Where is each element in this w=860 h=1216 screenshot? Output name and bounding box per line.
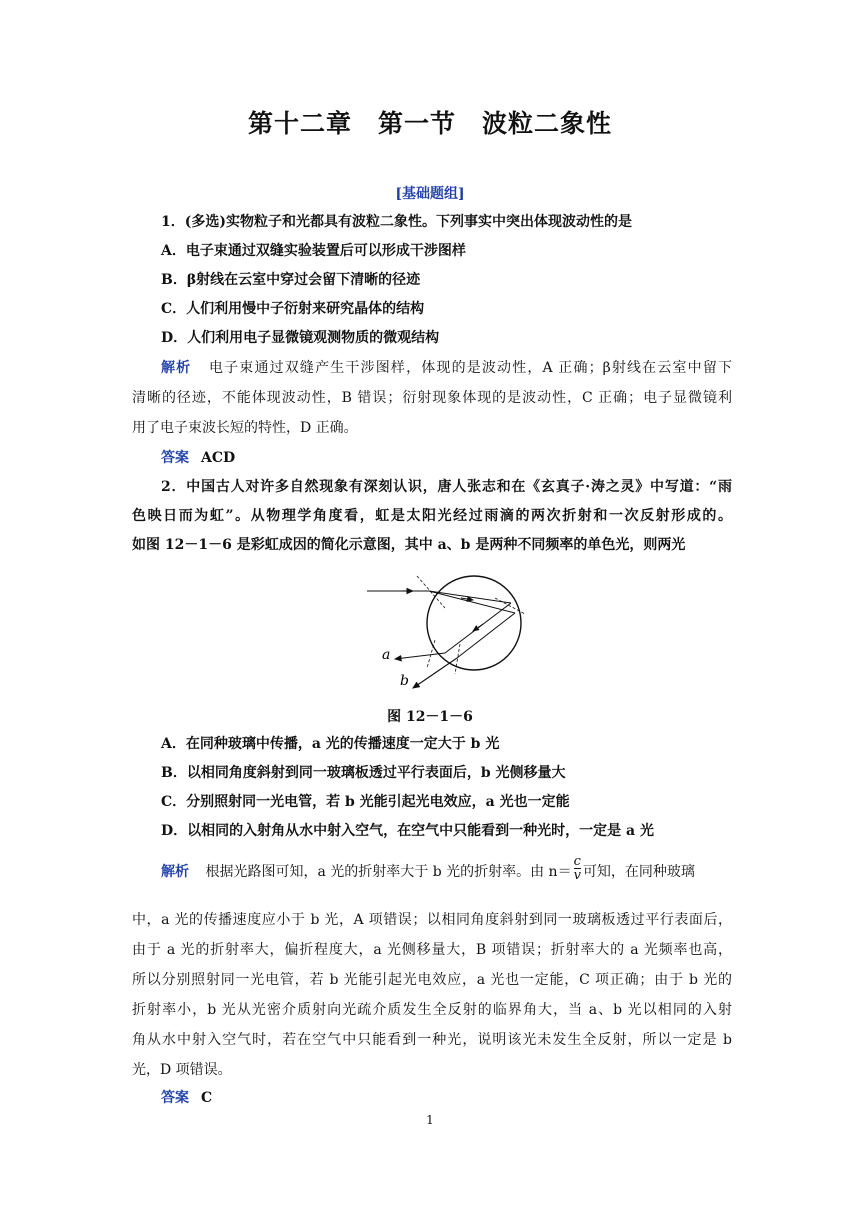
q1-analysis-label: 解析 [161, 360, 192, 376]
q2-answer-label: 答案 [161, 1090, 189, 1106]
figure-caption: 图 12－1－6 [387, 709, 473, 725]
q1-answer-value: ACD [201, 450, 236, 466]
q2-analysis-text-1b: 可知，在同种玻璃 [582, 864, 695, 880]
rainbow-diagram [365, 570, 535, 698]
q1-analysis-line-3: 用了电子束波长短的特性，D 正确。 [132, 420, 358, 436]
page-title: 第十二章 第一节 波粒二象性 [247, 109, 612, 138]
raindrop-circle [427, 576, 521, 670]
q1-option-b: B．β射线在云室中穿过会留下清晰的径迹 [161, 272, 421, 288]
q2-option-b: B．以相同角度斜射到同一玻璃板透过平行表面后，b 光侧移量大 [161, 765, 566, 781]
q2-analysis-line-1 [161, 853, 732, 883]
q2-stem-line-3: 如图 12－1－6 是彩虹成因的简化示意图，其中 a、b 是两种不同频率的单色光，则两光 [132, 537, 686, 553]
q2-analysis-text-1a: 根据光路图可知，a 光的折射率大于 b 光的折射率。由 n＝ [205, 864, 572, 880]
fraction-numerator: c [573, 853, 581, 869]
q2-analysis-line-7: 光，D 项错误。 [132, 1062, 232, 1078]
q2-analysis-line-2: 中，a 光的传播速度应小于 b 光，A 项错误；以相同角度斜射到同一玻璃板透过平行表面后， [132, 912, 732, 928]
fraction-denominator: v [573, 867, 581, 883]
label-a: a [382, 647, 391, 663]
label-b: b [400, 673, 409, 689]
ray-b [413, 658, 457, 688]
q2-analysis-line-6: 角从水中射入空气时，若在空气中只能看到一种光，说明该光未发生全反射，所以一定是 b [132, 1032, 732, 1048]
q1-answer-label: 答案 [161, 450, 189, 466]
q2-option-c: C．分别照射同一光电管，若 b 光能引起光电效应，a 光也一定能 [161, 794, 570, 810]
q1-stem: 1．(多选)实物粒子和光都具有波粒二象性。下列事实中突出体现波动性的是 [161, 214, 632, 230]
q2-answer [161, 1088, 732, 1108]
formula-fraction [574, 855, 581, 882]
q2-answer-value: C [201, 1090, 213, 1106]
q1-analysis-line-1 [161, 358, 732, 378]
reflected-arrow [473, 624, 483, 631]
page-number: 1 [426, 1113, 434, 1127]
q2-analysis-line-3: 由于 a 光的折射率大，偏折程度大，a 光侧移量大，B 项错误；折射率大的 a 光频率也高， [132, 942, 732, 958]
q2-analysis-line-5: 折射率小，b 光从光密介质射向光疏介质发生全反射的临界角大，当 a、b 光以相同的入射 [132, 1002, 732, 1018]
q1-answer [161, 448, 732, 468]
q1-option-a: A．电子束通过双缝实验装置后可以形成干涉图样 [161, 243, 466, 259]
section-label: [基础题组] [395, 186, 465, 202]
q2-stem-line-2: 色映日而为虹”。从物理学角度看，虹是太阳光经过雨滴的两次折射和一次反射形成的。 [132, 508, 732, 524]
ray-a [395, 653, 445, 659]
q2-option-a: A．在同种玻璃中传播，a 光的传播速度一定大于 b 光 [161, 736, 500, 752]
q2-stem-line-1: 2．中国古人对许多自然现象有深刻认识，唐人张志和在《玄真子·涛之灵》中写道：“雨 [161, 479, 732, 495]
reflected-ray-2 [457, 613, 515, 658]
q1-option-d: D．人们利用电子显微镜观测物质的微观结构 [161, 330, 440, 346]
q2-analysis-label: 解析 [161, 864, 189, 880]
q1-analysis-line-2: 清晰的径迹，不能体现波动性，B 错误；衍射现象体现的是波动性，C 正确；电子显微镜利 [132, 390, 732, 406]
q2-option-d: D．以相同的入射角从水中射入空气，在空气中只能看到一种光时，一定是 a 光 [161, 823, 654, 839]
q1-analysis-text-1: 电子束通过双缝产生干涉图样，体现的是波动性，A 正确；β射线在云室中留下 [208, 360, 733, 376]
q2-analysis-line-4: 所以分别照射同一光电管，若 b 光能引起光电效应，a 光也一定能，C 项正确；由于 b 光的 [132, 972, 732, 988]
q1-option-c: C．人们利用慢中子衍射来研究晶体的结构 [161, 301, 425, 317]
